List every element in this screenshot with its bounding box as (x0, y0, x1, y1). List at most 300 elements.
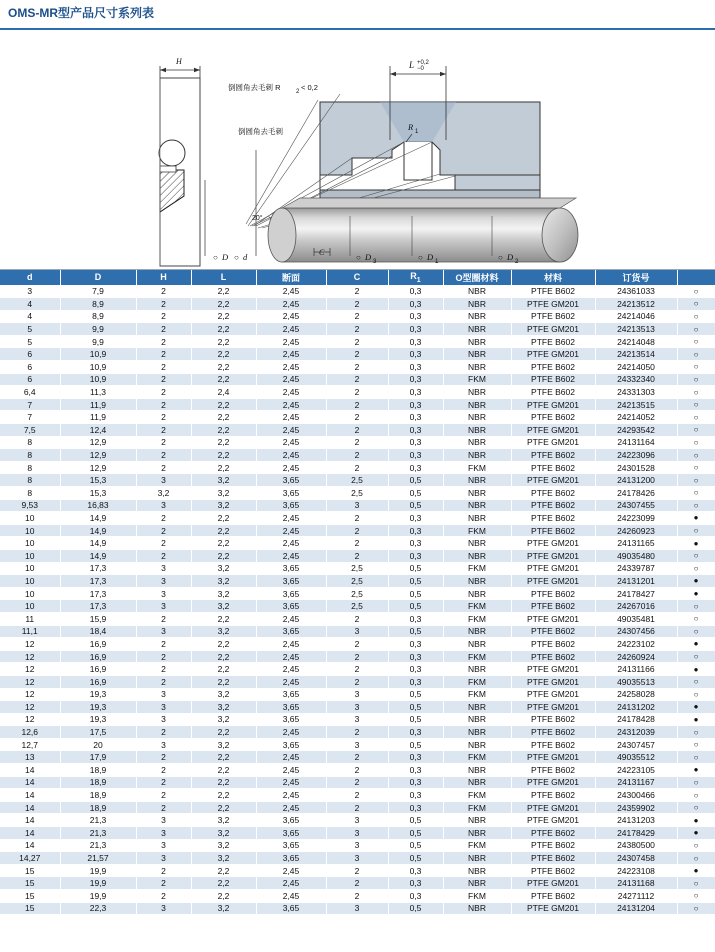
column-header-H: H (136, 270, 191, 285)
table-cell: 24339787 (595, 562, 677, 575)
table-cell: 12,9 (60, 461, 136, 474)
table-cell: 2 (326, 663, 388, 676)
table-cell: 2,45 (256, 764, 326, 777)
table-cell: 2,2 (191, 310, 256, 323)
table-cell: PTFE B602 (511, 524, 595, 537)
table-cell: 16,9 (60, 638, 136, 651)
table-cell: FKM (443, 688, 511, 701)
table-cell: 0,3 (388, 663, 443, 676)
table-cell: PTFE B602 (511, 335, 595, 348)
table-cell: 2 (326, 751, 388, 764)
table-cell: 3,65 (256, 814, 326, 827)
table-cell: 3,2 (191, 575, 256, 588)
table-cell: 0,3 (388, 549, 443, 562)
table-cell: 3 (326, 852, 388, 865)
table-cell: 2 (326, 789, 388, 802)
table-cell: 2,45 (256, 638, 326, 651)
svg-text:H: H (176, 57, 182, 66)
table-cell: PTFE B602 (511, 461, 595, 474)
table-cell: 2,45 (256, 335, 326, 348)
column-header-C: C (326, 270, 388, 285)
table-cell: PTFE B602 (511, 827, 595, 840)
table-cell: 16,9 (60, 663, 136, 676)
table-cell: 12,6 (0, 726, 60, 739)
table-cell: 0,3 (388, 398, 443, 411)
table-cell: NBR (443, 738, 511, 751)
table-cell: FKM (443, 612, 511, 625)
table-cell: 21,57 (60, 852, 136, 865)
svg-text:−0: −0 (417, 66, 424, 72)
table-cell: 3 (326, 625, 388, 638)
table-cell: 2 (136, 537, 191, 550)
table-cell: 3 (136, 587, 191, 600)
table-cell: 2 (326, 310, 388, 323)
table-cell: 24293542 (595, 424, 677, 437)
availability-mark: ● (677, 827, 715, 840)
table-row (0, 386, 715, 399)
table-cell: 3 (326, 499, 388, 512)
table-cell: FKM (443, 801, 511, 814)
table-cell: 24213514 (595, 348, 677, 361)
table-cell: 19,3 (60, 688, 136, 701)
table-cell: 8,9 (60, 310, 136, 323)
availability-mark: ○ (677, 688, 715, 701)
table-cell: 2,45 (256, 877, 326, 890)
table-row (0, 285, 715, 298)
table-cell: 24213512 (595, 298, 677, 311)
table-cell: 12 (0, 638, 60, 651)
table-cell: 22,3 (60, 902, 136, 915)
table-cell: 10 (0, 512, 60, 525)
table-cell: 24178428 (595, 713, 677, 726)
table-cell: 2,2 (191, 638, 256, 651)
table-cell: PTFE B602 (511, 789, 595, 802)
table-cell: 2 (326, 386, 388, 399)
table-cell: 24359902 (595, 801, 677, 814)
table-cell: 49035513 (595, 675, 677, 688)
table-cell: 2,45 (256, 864, 326, 877)
table-cell: 2 (326, 675, 388, 688)
svg-text:倒圆角去毛刺: 倒圆角去毛刺 (238, 127, 283, 136)
table-cell: NBR (443, 852, 511, 865)
table-cell: NBR (443, 549, 511, 562)
table-cell: NBR (443, 436, 511, 449)
availability-mark: ○ (677, 877, 715, 890)
table-cell: 2 (136, 549, 191, 562)
table-cell: FKM (443, 373, 511, 386)
table-cell: 24178426 (595, 487, 677, 500)
table-cell: 2 (136, 877, 191, 890)
availability-mark: ● (677, 575, 715, 588)
table-cell: 12 (0, 713, 60, 726)
table-cell: 10 (0, 524, 60, 537)
availability-mark: ○ (677, 890, 715, 903)
svg-text:倒圆角去毛刺 R: 倒圆角去毛刺 R (228, 83, 281, 92)
table-row (0, 436, 715, 449)
table-cell: 3 (136, 625, 191, 638)
table-cell: PTFE B602 (511, 449, 595, 462)
table-cell: FKM (443, 890, 511, 903)
table-cell: NBR (443, 625, 511, 638)
table-cell: 6 (0, 361, 60, 374)
table-cell: 3 (136, 701, 191, 714)
table-cell: 2 (136, 801, 191, 814)
table-cell: 3 (326, 902, 388, 915)
table-cell: 2,5 (326, 474, 388, 487)
table-cell: PTFE GM201 (511, 902, 595, 915)
table-cell: 2 (136, 298, 191, 311)
availability-mark: ○ (677, 852, 715, 865)
table-cell: 2 (136, 524, 191, 537)
table-cell: 24131204 (595, 902, 677, 915)
table-cell: 24213515 (595, 398, 677, 411)
table-cell: PTFE B602 (511, 738, 595, 751)
table-cell: 17,5 (60, 726, 136, 739)
table-cell: 3 (136, 738, 191, 751)
table-cell: 2,5 (326, 600, 388, 613)
table-cell: 21,3 (60, 839, 136, 852)
table-cell: FKM (443, 839, 511, 852)
availability-mark: ○ (677, 612, 715, 625)
table-cell: 2 (136, 789, 191, 802)
table-cell: 2,2 (191, 512, 256, 525)
availability-mark: ○ (677, 373, 715, 386)
table-cell: 2 (326, 411, 388, 424)
table-cell: 3 (326, 827, 388, 840)
availability-mark: ○ (677, 738, 715, 751)
table-cell: 2 (136, 726, 191, 739)
table-cell: 2,2 (191, 890, 256, 903)
table-cell: 24214050 (595, 361, 677, 374)
table-cell: 2 (326, 361, 388, 374)
table-cell: 3 (326, 688, 388, 701)
column-header-order-no: 订货号 (595, 270, 677, 285)
table-cell: 0,5 (388, 839, 443, 852)
table-cell: 24131164 (595, 436, 677, 449)
table-row (0, 650, 715, 663)
table-cell: 2,2 (191, 801, 256, 814)
table-cell: 19,3 (60, 701, 136, 714)
table-cell: 5 (0, 335, 60, 348)
table-cell: 16,9 (60, 675, 136, 688)
svg-text:d: d (243, 252, 248, 262)
table-cell: NBR (443, 499, 511, 512)
table-cell: 2,45 (256, 776, 326, 789)
table-cell: PTFE GM201 (511, 675, 595, 688)
table-cell: 0,3 (388, 789, 443, 802)
table-cell: 2 (326, 398, 388, 411)
table-row (0, 701, 715, 714)
table-cell: 2,45 (256, 298, 326, 311)
table-row (0, 373, 715, 386)
table-cell: 2 (136, 436, 191, 449)
table-row (0, 902, 715, 915)
table-cell: 2,45 (256, 751, 326, 764)
table-cell: PTFE B602 (511, 890, 595, 903)
table-cell: 2,45 (256, 348, 326, 361)
table-cell: 2,45 (256, 436, 326, 449)
table-cell: 2,45 (256, 373, 326, 386)
table-row (0, 839, 715, 852)
table-cell: 2,45 (256, 512, 326, 525)
table-cell: NBR (443, 424, 511, 437)
table-cell: 0,3 (388, 424, 443, 437)
table-cell: NBR (443, 713, 511, 726)
table-cell: PTFE GM201 (511, 436, 595, 449)
table-row (0, 487, 715, 500)
table-cell: 18,9 (60, 764, 136, 777)
table-cell: 2 (136, 890, 191, 903)
table-cell: 8 (0, 449, 60, 462)
table-row (0, 549, 715, 562)
table-cell: NBR (443, 814, 511, 827)
availability-mark: ● (677, 713, 715, 726)
table-cell: 3,65 (256, 474, 326, 487)
table-cell: 2,2 (191, 764, 256, 777)
table-row (0, 474, 715, 487)
table-cell: PTFE B602 (511, 726, 595, 739)
table-cell: 14 (0, 789, 60, 802)
table-cell: 24307455 (595, 499, 677, 512)
table-cell: NBR (443, 348, 511, 361)
table-cell: 3,65 (256, 713, 326, 726)
table-cell: 6,4 (0, 386, 60, 399)
table-cell: 0,3 (388, 285, 443, 298)
table-cell: PTFE GM201 (511, 298, 595, 311)
svg-text:2: 2 (515, 259, 519, 265)
svg-text:20°: 20° (252, 215, 263, 222)
table-cell: 3,2 (191, 701, 256, 714)
table-row (0, 335, 715, 348)
table-cell: 24223099 (595, 512, 677, 525)
table-cell: PTFE GM201 (511, 549, 595, 562)
table-cell: 0,3 (388, 524, 443, 537)
table-cell: 14 (0, 776, 60, 789)
table-cell: 3 (136, 600, 191, 613)
table-cell: 8 (0, 461, 60, 474)
availability-mark: ○ (677, 625, 715, 638)
table-cell: 12 (0, 701, 60, 714)
table-cell: 3,65 (256, 625, 326, 638)
table-row (0, 600, 715, 613)
table-cell: 10 (0, 549, 60, 562)
table-cell: 8 (0, 436, 60, 449)
table-cell: 11,9 (60, 411, 136, 424)
table-cell: NBR (443, 285, 511, 298)
table-cell: 24131168 (595, 877, 677, 890)
table-cell: 2 (136, 612, 191, 625)
table-cell: 2,45 (256, 310, 326, 323)
table-cell: 2 (136, 310, 191, 323)
table-cell: 24258028 (595, 688, 677, 701)
table-cell: 2,45 (256, 449, 326, 462)
table-cell: 24260923 (595, 524, 677, 537)
availability-mark: ● (677, 512, 715, 525)
table-cell: 7 (0, 398, 60, 411)
table-cell: 2,2 (191, 348, 256, 361)
table-cell: 12,7 (0, 738, 60, 751)
table-cell: 2 (326, 650, 388, 663)
table-cell: 2 (326, 512, 388, 525)
svg-text:1: 1 (415, 129, 419, 135)
table-cell: 0,3 (388, 373, 443, 386)
svg-text:L: L (409, 60, 415, 70)
table-row (0, 348, 715, 361)
table-cell: 2,2 (191, 549, 256, 562)
table-cell: 2,2 (191, 285, 256, 298)
availability-mark: ○ (677, 562, 715, 575)
table-cell: 24223102 (595, 638, 677, 651)
table-cell: 3 (136, 852, 191, 865)
availability-mark: ○ (677, 436, 715, 449)
table-cell: 2 (136, 764, 191, 777)
table-cell: 0,5 (388, 688, 443, 701)
table-row (0, 424, 715, 437)
table-cell: 0,3 (388, 436, 443, 449)
table-cell: 10,9 (60, 348, 136, 361)
table-cell: 2 (326, 877, 388, 890)
availability-mark: ● (677, 587, 715, 600)
table-cell: NBR (443, 449, 511, 462)
table-cell: 3 (326, 814, 388, 827)
table-row (0, 864, 715, 877)
availability-mark: ○ (677, 386, 715, 399)
table-cell: 3,2 (191, 600, 256, 613)
table-cell: PTFE B602 (511, 386, 595, 399)
table-cell: 2,5 (326, 562, 388, 575)
table-cell: 0,5 (388, 600, 443, 613)
table-cell: 18,4 (60, 625, 136, 638)
table-cell: PTFE B602 (511, 487, 595, 500)
table-row (0, 625, 715, 638)
table-cell: 6 (0, 348, 60, 361)
table-cell: 2,4 (191, 386, 256, 399)
table-cell: 18,9 (60, 789, 136, 802)
table-row (0, 575, 715, 588)
table-cell: 0,5 (388, 487, 443, 500)
table-cell: 2,45 (256, 361, 326, 374)
table-cell: 12 (0, 688, 60, 701)
table-cell: NBR (443, 701, 511, 714)
table-cell: 2 (326, 298, 388, 311)
table-cell: 15 (0, 864, 60, 877)
table-cell: PTFE B602 (511, 499, 595, 512)
table-row (0, 499, 715, 512)
table-row (0, 411, 715, 424)
table-row (0, 776, 715, 789)
table-cell: PTFE GM201 (511, 424, 595, 437)
table-row (0, 310, 715, 323)
table-cell: 24223108 (595, 864, 677, 877)
table-row (0, 638, 715, 651)
table-cell: 8,9 (60, 298, 136, 311)
table-cell: PTFE B602 (511, 638, 595, 651)
table-cell: NBR (443, 411, 511, 424)
availability-mark: ● (677, 864, 715, 877)
table-cell: 15,3 (60, 487, 136, 500)
table-cell: 0,3 (388, 323, 443, 336)
table-cell: 11,3 (60, 386, 136, 399)
table-cell: NBR (443, 474, 511, 487)
table-cell: 17,3 (60, 587, 136, 600)
table-cell: 2 (136, 348, 191, 361)
table-cell: 2,45 (256, 675, 326, 688)
table-row (0, 713, 715, 726)
table-cell: 0,3 (388, 764, 443, 777)
table-cell: 0,5 (388, 852, 443, 865)
table-cell: 3,2 (191, 499, 256, 512)
table-cell: 2,2 (191, 864, 256, 877)
table-cell: NBR (443, 323, 511, 336)
table-cell: 2 (136, 675, 191, 688)
table-cell: 11,1 (0, 625, 60, 638)
table-cell: 49035481 (595, 612, 677, 625)
table-cell: 2 (136, 386, 191, 399)
table-cell: 0,3 (388, 361, 443, 374)
column-header-D: D (60, 270, 136, 285)
availability-mark: ○ (677, 776, 715, 789)
table-cell: 0,3 (388, 650, 443, 663)
table-cell: 3,2 (191, 587, 256, 600)
table-cell: 2 (326, 764, 388, 777)
svg-text:R: R (408, 122, 414, 132)
table-cell: 2,2 (191, 298, 256, 311)
table-cell: 24214052 (595, 411, 677, 424)
table-cell: 7,5 (0, 424, 60, 437)
table-cell: 24131202 (595, 701, 677, 714)
column-header-section: 断面 (256, 270, 326, 285)
table-cell: 2,5 (326, 587, 388, 600)
table-cell: 2 (326, 801, 388, 814)
table-cell: 9,53 (0, 499, 60, 512)
table-cell: PTFE B602 (511, 839, 595, 852)
table-cell: 16,9 (60, 650, 136, 663)
table-cell: 2,45 (256, 398, 326, 411)
availability-mark: ○ (677, 524, 715, 537)
table-cell: 17,3 (60, 575, 136, 588)
availability-mark: ○ (677, 310, 715, 323)
table-cell: 2,2 (191, 877, 256, 890)
table-cell: 19,3 (60, 713, 136, 726)
availability-mark: ○ (677, 839, 715, 852)
table-cell: 15 (0, 890, 60, 903)
technical-diagram (0, 30, 715, 270)
table-row (0, 323, 715, 336)
table-cell: 0,5 (388, 814, 443, 827)
table-cell: 12,4 (60, 424, 136, 437)
table-cell: 24312039 (595, 726, 677, 739)
table-cell: 3 (136, 839, 191, 852)
table-cell: 2 (136, 751, 191, 764)
table-cell: 2,45 (256, 650, 326, 663)
table-cell: 24332340 (595, 373, 677, 386)
table-cell: 8 (0, 487, 60, 500)
table-cell: 12,9 (60, 449, 136, 462)
availability-mark: ○ (677, 650, 715, 663)
table-cell: FKM (443, 789, 511, 802)
table-cell: 24178429 (595, 827, 677, 840)
table-cell: 0,5 (388, 499, 443, 512)
table-cell: 24307456 (595, 625, 677, 638)
column-header-material: 材料 (511, 270, 595, 285)
table-cell: 24214048 (595, 335, 677, 348)
table-cell: 3 (326, 738, 388, 751)
table-cell: 0,3 (388, 461, 443, 474)
table-cell: 2,2 (191, 524, 256, 537)
table-row (0, 587, 715, 600)
table-cell: 24307457 (595, 738, 677, 751)
table-cell: 2 (136, 335, 191, 348)
